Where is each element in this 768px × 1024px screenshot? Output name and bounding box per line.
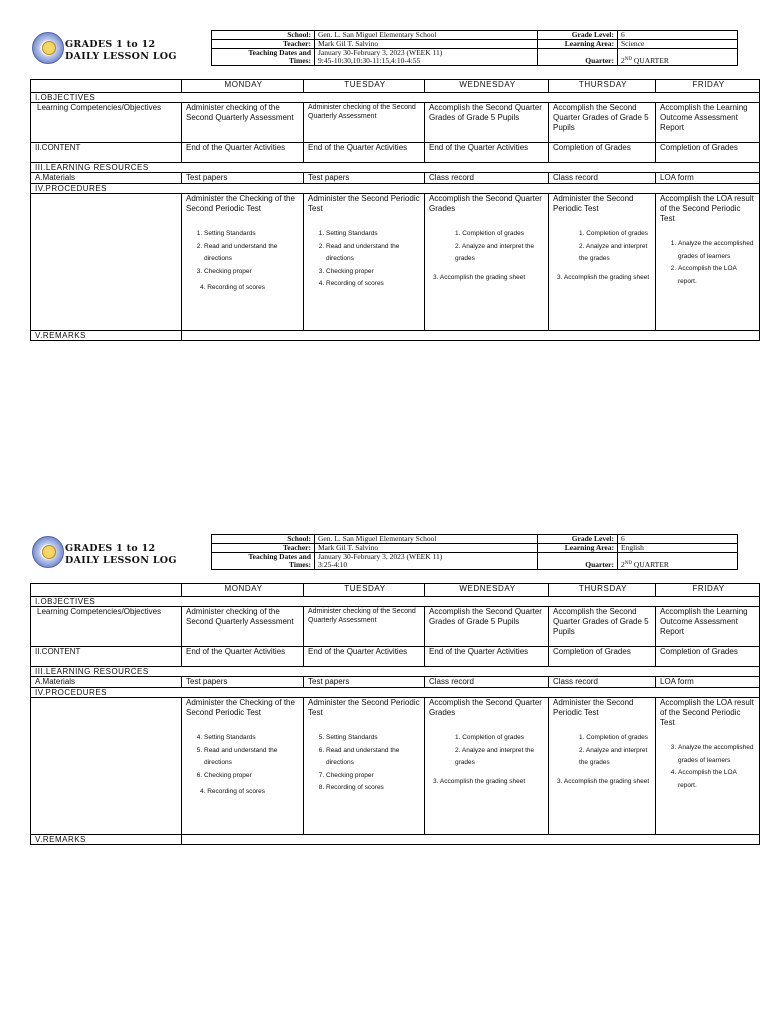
- grade-level-value: 6: [618, 535, 738, 544]
- competency-monday: Administer checking of the Second Quarterly Assessment: [182, 607, 304, 647]
- competency-tuesday: Administer checking of the Second Quarterly Assessment: [304, 607, 425, 647]
- learning-area-label: Learning Area:: [538, 40, 618, 49]
- grade-level-value: 6: [618, 31, 738, 40]
- content-row: [31, 647, 760, 667]
- materials-wednesday: Class record: [425, 173, 549, 184]
- procedure-tuesday: Administer the Second Periodic Test 5. Setting Standards 6. Read and understand the directions 7. Checking proper 8. Recording of scores: [304, 698, 425, 835]
- info-table: [211, 534, 738, 570]
- school-label: School:: [212, 535, 315, 544]
- content-thursday: Completion of Grades: [549, 143, 656, 163]
- competency-friday: Accomplish the Learning Outcome Assessment Report: [656, 103, 760, 143]
- grade-level-label: Grade Level:: [538, 31, 618, 40]
- procedure-tuesday: Administer the Second Periodic Test 1. Setting Standards 2. Read and understand the directions 3. Checking proper 4. Recording of scores: [304, 194, 425, 331]
- teacher-value: Mark Gil T. Salvino: [315, 544, 538, 553]
- materials-monday: Test papers: [182, 677, 304, 688]
- step-item: 2. Read and understand the directions: [326, 241, 422, 266]
- step-item: 4. Setting Standards: [204, 732, 301, 745]
- remarks-row: [31, 331, 760, 341]
- teacher-value: Mark Gil T. Salvino: [315, 40, 538, 49]
- deped-seal-icon: [32, 32, 64, 64]
- competency-tuesday: Administer checking of the Second Quarterly Assessment: [304, 103, 425, 143]
- remarks-value: [182, 835, 760, 845]
- times-value: 3:25-4:10: [318, 560, 348, 569]
- quarter-label: Quarter:: [538, 49, 618, 66]
- day-tuesday: TUESDAY: [304, 80, 425, 93]
- remarks-value: [182, 331, 760, 341]
- day-thursday: THURSDAY: [549, 80, 656, 93]
- competency-wednesday: Accomplish the Second Quarter Grades of Grade 5 Pupils: [425, 607, 549, 647]
- learning-area-value: English: [618, 544, 738, 553]
- content-thursday: Completion of Grades: [549, 647, 656, 667]
- step-item: 7. Checking proper: [326, 770, 422, 783]
- dll-header: [30, 30, 748, 72]
- step-item: 8. Recording of scores: [326, 782, 422, 795]
- day-thursday: THURSDAY: [549, 584, 656, 597]
- procedures-row: [31, 194, 760, 331]
- procedure-friday: Accomplish the LOA result of the Second Periodic Test 3. Analyze the accomplished grades of learners 4. Accomplish the LOA report.: [656, 698, 760, 835]
- competencies-label: Learning Competencies/Objectives: [31, 103, 182, 143]
- materials-friday: LOA form: [656, 677, 760, 688]
- step-item: 1. Setting Standards: [326, 228, 422, 241]
- objectives-heading: I.OBJECTIVES: [31, 93, 760, 103]
- step-item: 5. Read and understand the directions: [204, 745, 301, 770]
- times-value: 9:45-10:30,10:30-11:15,4:10-4:55: [318, 56, 421, 65]
- teacher-label: Teacher:: [212, 544, 315, 553]
- competency-friday: Accomplish the Learning Outcome Assessment Report: [656, 607, 760, 647]
- friday-steps: [660, 742, 757, 792]
- learning-area-label: Learning Area:: [538, 544, 618, 553]
- dates-times-value: [315, 553, 538, 570]
- day-monday: MONDAY: [182, 584, 304, 597]
- materials-label: A.Materials: [31, 173, 182, 184]
- daily-lesson-log-english: [30, 534, 754, 844]
- title-line-1: GRADES 1 to 12: [65, 543, 156, 554]
- learning-area-value: Science: [618, 40, 738, 49]
- step-item: 2. Accomplish the LOA report.: [678, 263, 757, 288]
- form-title: [65, 39, 177, 63]
- step-item: 3. Analyze the accomplished grades of learners: [678, 742, 757, 767]
- materials-tuesday: Test papers: [304, 173, 425, 184]
- dates-value: January 30-February 3, 2023 (WEEK 11): [318, 48, 443, 57]
- remarks-label: V.REMARKS: [31, 835, 182, 845]
- step-item: 1. Setting Standards: [204, 228, 301, 241]
- content-label: II.CONTENT: [31, 647, 182, 667]
- day-monday: MONDAY: [182, 80, 304, 93]
- step-item: 2. Read and understand the directions: [204, 241, 301, 266]
- materials-thursday: Class record: [549, 173, 656, 184]
- teacher-label: Teacher:: [212, 40, 315, 49]
- tuesday-steps: [308, 732, 422, 795]
- procedures-row: [31, 698, 760, 835]
- materials-row: [31, 677, 760, 688]
- monday-extra-step: 4. Recording of scores: [200, 284, 266, 291]
- step-item: 6. Read and understand the directions: [326, 745, 422, 770]
- school-value: Gen. L. San Miguel Elementary School: [315, 535, 538, 544]
- dates-value: January 30-February 3, 2023 (WEEK 11): [318, 552, 443, 561]
- day-tuesday: TUESDAY: [304, 584, 425, 597]
- monday-extra-step: 4. Recording of scores: [200, 788, 266, 795]
- step-item: 4. Accomplish the LOA report.: [678, 767, 757, 792]
- procedure-thursday: Administer the Second Periodic Test 1. Completion of grades 2. Analyze and interpret the grades 3. Accomplish the grading sheet: [549, 194, 656, 331]
- day-header-row: [31, 80, 760, 93]
- content-wednesday: End of the Quarter Activities: [425, 143, 549, 163]
- procedure-thursday: Administer the Second Periodic Test 1. Completion of grades 2. Analyze and interpret the grades 3. Accomplish the grading sheet: [549, 698, 656, 835]
- quarter-label: Quarter:: [538, 553, 618, 570]
- title-line-2: DAILY LESSON LOG: [65, 51, 177, 62]
- friday-steps: [660, 238, 757, 288]
- day-wednesday: WEDNESDAY: [425, 80, 549, 93]
- procedures-heading: IV.PROCEDURES: [31, 184, 760, 194]
- title-line-2: DAILY LESSON LOG: [65, 555, 177, 566]
- content-tuesday: End of the Quarter Activities: [304, 647, 425, 667]
- competency-wednesday: Accomplish the Second Quarter Grades of Grade 5 Pupils: [425, 103, 549, 143]
- procedures-heading: IV.PROCEDURES: [31, 688, 760, 698]
- day-wednesday: WEDNESDAY: [425, 584, 549, 597]
- competencies-label: Learning Competencies/Objectives: [31, 607, 182, 647]
- content-label: II.CONTENT: [31, 143, 182, 163]
- materials-monday: Test papers: [182, 173, 304, 184]
- monday-steps: [186, 732, 301, 782]
- lesson-table: [30, 583, 760, 845]
- day-header-row: [31, 584, 760, 597]
- grade-level-label: Grade Level:: [538, 535, 618, 544]
- content-row: [31, 143, 760, 163]
- title-line-1: GRADES 1 to 12: [65, 39, 156, 50]
- materials-label: A.Materials: [31, 677, 182, 688]
- quarter-value: 2ND QUARTER: [618, 553, 738, 570]
- content-monday: End of the Quarter Activities: [182, 143, 304, 163]
- materials-tuesday: Test papers: [304, 677, 425, 688]
- procedure-wednesday: Accomplish the Second Quarter Grades 1. Completion of grades 2. Analyze and interpret the grades 3. Accomplish the grading sheet: [425, 698, 549, 835]
- competency-thursday: Accomplish the Second Quarter Grades of Grade 5 Pupils: [549, 607, 656, 647]
- competencies-row: [31, 103, 760, 143]
- objectives-heading: I.OBJECTIVES: [31, 597, 760, 607]
- content-friday: Completion of Grades: [656, 647, 760, 667]
- content-tuesday: End of the Quarter Activities: [304, 143, 425, 163]
- step-item: 1. Analyze the accomplished grades of learners: [678, 238, 757, 263]
- step-item: 4. Recording of scores: [326, 278, 422, 291]
- dates-times-label: Teaching Dates and Times:: [212, 49, 315, 66]
- procedure-monday: Administer the Checking of the Second Periodic Test 4. Setting Standards 5. Read and understand the directions 6. Checking proper 4. Recording of scores: [182, 698, 304, 835]
- day-friday: FRIDAY: [656, 584, 760, 597]
- quarter-value: 2ND QUARTER: [618, 49, 738, 66]
- dates-times-label: Teaching Dates and Times:: [212, 553, 315, 570]
- deped-seal-icon: [32, 536, 64, 568]
- resources-heading: III.LEARNING RESOURCES: [31, 667, 760, 677]
- competency-monday: Administer checking of the Second Quarterly Assessment: [182, 103, 304, 143]
- competencies-row: [31, 607, 760, 647]
- day-friday: FRIDAY: [656, 80, 760, 93]
- school-value: Gen. L. San Miguel Elementary School: [315, 31, 538, 40]
- content-wednesday: End of the Quarter Activities: [425, 647, 549, 667]
- materials-friday: LOA form: [656, 173, 760, 184]
- school-label: School:: [212, 31, 315, 40]
- remarks-row: [31, 835, 760, 845]
- daily-lesson-log-science: [30, 30, 754, 340]
- form-title: [65, 543, 177, 567]
- materials-thursday: Class record: [549, 677, 656, 688]
- resources-heading: III.LEARNING RESOURCES: [31, 163, 760, 173]
- content-monday: End of the Quarter Activities: [182, 647, 304, 667]
- procedure-monday: Administer the Checking of the Second Periodic Test 1. Setting Standards 2. Read and understand the directions 3. Checking proper 4. Recording of scores: [182, 194, 304, 331]
- procedure-friday: Accomplish the LOA result of the Second Periodic Test 1. Analyze the accomplished grades of learners 2. Accomplish the LOA report.: [656, 194, 760, 331]
- remarks-label: V.REMARKS: [31, 331, 182, 341]
- dll-header: [30, 534, 748, 576]
- tuesday-steps: [308, 228, 422, 291]
- lesson-table: [30, 79, 760, 341]
- materials-row: [31, 173, 760, 184]
- procedure-wednesday: Accomplish the Second Quarter Grades 1. Completion of grades 2. Analyze and interpret the grades 3. Accomplish the grading sheet: [425, 194, 549, 331]
- monday-steps: [186, 228, 301, 278]
- info-table: [211, 30, 738, 66]
- step-item: 3. Checking proper: [326, 266, 422, 279]
- step-item: 3. Checking proper: [204, 266, 301, 279]
- content-friday: Completion of Grades: [656, 143, 760, 163]
- step-item: 6. Checking proper: [204, 770, 301, 783]
- step-item: 5. Setting Standards: [326, 732, 422, 745]
- competency-thursday: Accomplish the Second Quarter Grades of Grade 5 Pupils: [549, 103, 656, 143]
- dates-times-value: [315, 49, 538, 66]
- materials-wednesday: Class record: [425, 677, 549, 688]
